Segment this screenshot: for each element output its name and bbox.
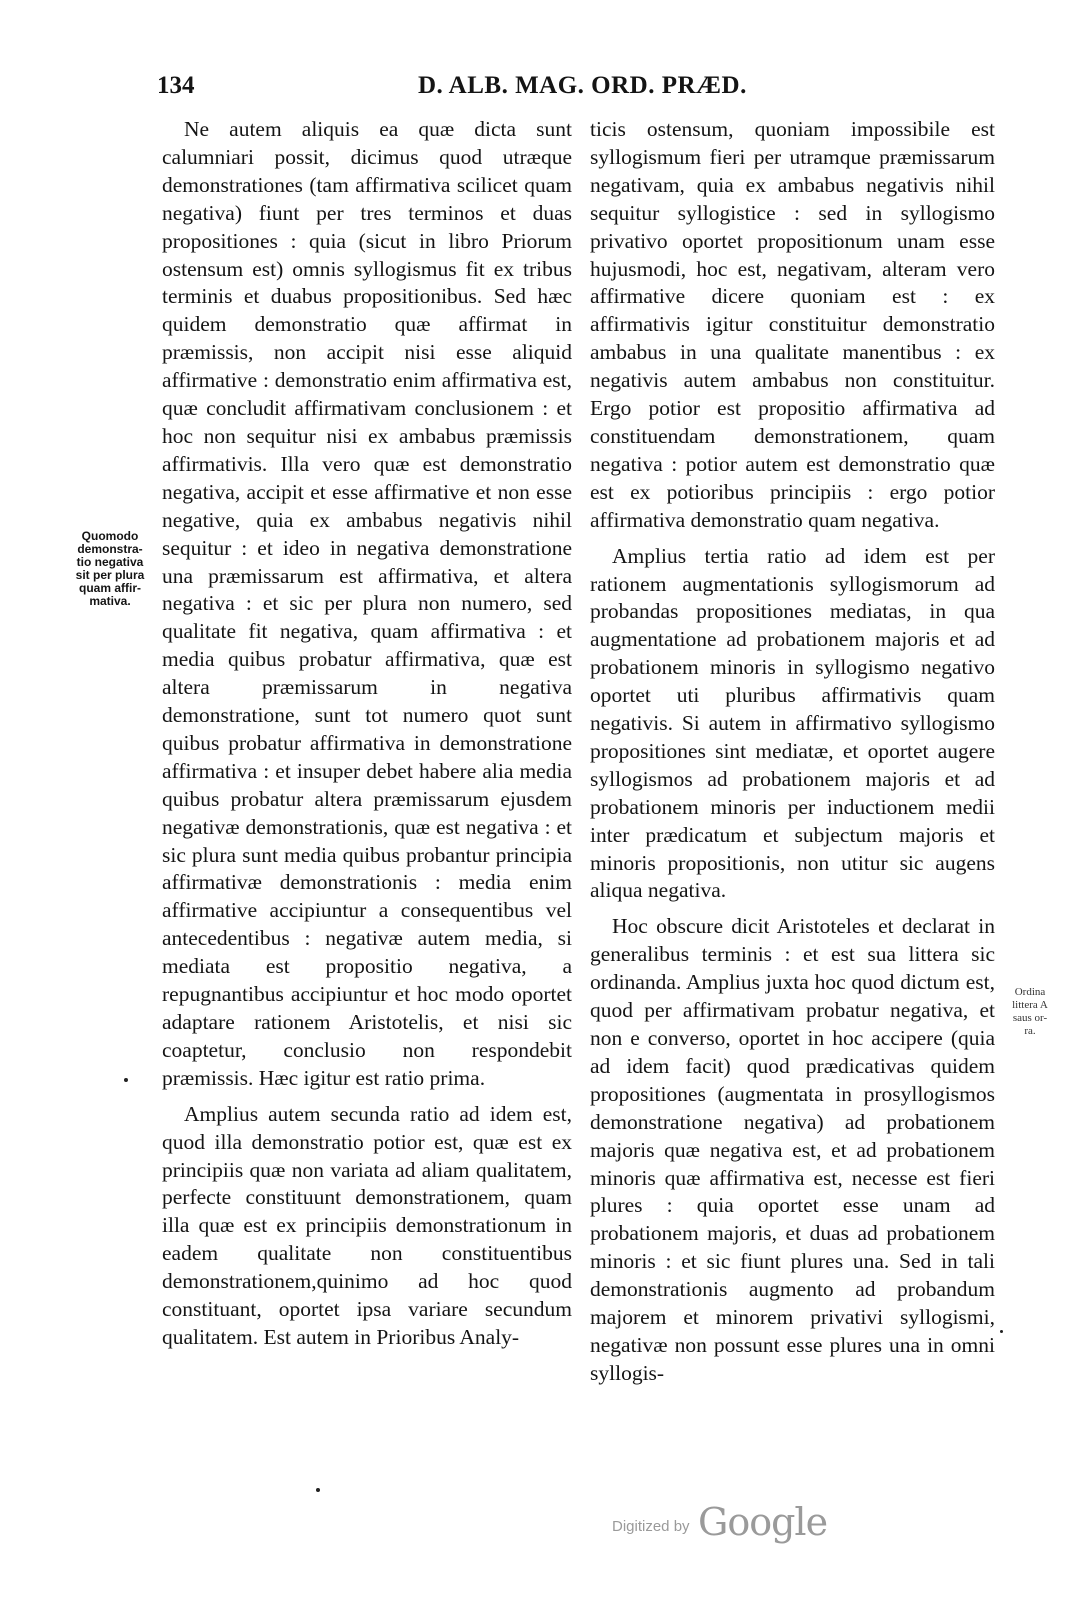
digitized-watermark: [612, 1500, 842, 1544]
left-column: [162, 116, 572, 1352]
digitized-by-label: Digitized by: [612, 1518, 690, 1535]
paragraph: Amplius tertia ratio ad idem est per rationem augmentationis syllogismorum ad probandas propositiones mediatas, in qua augmentatione ad probationem majoris et ad probationem minoris in syllogismo negativo oportet uti pluribus affirmativis quam negativis. Si autem in affirmativo syllogismo propositiones sint mediatæ, et oportet augere syllogismos ad probationem majoris et ad probationem minoris per inductionem medii inter prædicatum et subjectum majoris et minoris propositionis, non utitur sic augens aliqua negativa.: [590, 543, 995, 903]
print-speck: [316, 1488, 320, 1492]
print-speck: [124, 1078, 128, 1082]
google-logo: Google: [698, 1500, 828, 1544]
margin-note-left: Quomodo demonstra- tio negativa sit per plura quam affir- mativa.: [75, 529, 145, 608]
paragraph: Hoc obscure dicit Aristoteles et declarat in generalibus terminis : et est sua littera sic ordinanda. Amplius juxta hoc quod dictum est, quod per affirmativam probatur negativa, et non e converso, oportet in hoc accipere (quia ad idem facit) quod prædicativas quidem propositiones (augmentata in prosyllogismos demonstratione negativa) ad probationem majoris quæ negativa est, et ad probationem minoris quæ affirmativa est, necesse est fieri plures : quia oportet esse unam ad probationem majoris, et duas ad probationem minoris : et sic fiunt plures una. Sed in tali demonstrationis augmento ad probandum majorem et minorem privativi syllogismi, negativæ non possunt esse plures una in omni syllogis-: [590, 914, 995, 1385]
print-speck: [1000, 1330, 1003, 1333]
paragraph: Ne autem aliquis ea quæ dicta sunt calumniari possit, dicimus quod utræque demonstrationes (tam affirmativa scilicet quam negativa) fiunt per tres terminos et duas propositiones : quia (sicut in libro Priorum ostensum est) omnis syllogismus fit ex tribus terminis et duabus propositionibus. Sed hæc quidem demonstratio quæ affirmat in præmissis, non accipit nisi esse aliquid affirmative : demonstratio enim affirmativa est, quæ concludit affirmativam conclusionem : et hoc non sequitur nisi ex ambabus præmissis affirmativis. Illa vero quæ est demonstratio negativa, accipit et esse affirmative et non esse negative, quia ex ambabus negativis nihil sequitur : et ideo in negativa demonstratione una præmissarum est affirmativa, et altera negativa : et sic per plura non numero, sed qualitate fit negativa, quam affirmativa : et media quibus probatur affirmativa, quæ est altera præmissarum in negativa demonstratione, sunt tot numero quot sunt quibus probatur affirmativa in demonstratione affirmativa : et insuper debet habere alia media quibus probatur altera præmissarum ejusdem negativæ demonstrationis, quæ est negativa : et sic plura sunt media quibus probantur principia affirmativæ demonstrationis : media enim affirmative accipiuntur a consequentibus vel antecedentibus : negativæ autem media, si mediata est propositio negativa, a repugnantibus accipiuntur et hoc modo oportet adaptare rationem Aristotelis, et nisi sic coaptetur, conclusio non respondebit præmissis. Hæc igitur est ratio prima.: [162, 117, 572, 1090]
page-header: [0, 72, 1067, 106]
paragraph: ticis ostensum, quoniam impossibile est syllogismum fieri per utramque præmissarum negativam, quia ex ambabus negativis nihil sequitur syllogistice : sed in syllogismo privativo oportet propositionum unam esse hujusmodi, hoc est, negativam, alteram vero affirmative dicere quoniam est : ex affirmativis igitur constituitur demonstratio ambabus in una qualitate manentibus : ex negativis autem ambabus non constituitur. Ergo potior est propositio affirmativa ad constituendam demonstrationem, quam negativa : potior autem est demonstratio quæ est ex potioribus principiis : ergo potior affirmativa demonstratio quam negativa.: [590, 117, 995, 532]
right-column: [590, 116, 995, 1388]
paragraph: Amplius autem secunda ratio ad idem est, quod illa demonstratio potior est, quæ est ex principiis quæ non variata ad aliam qualitatem, perfecte constituunt demonstrationem, quam illa quæ est ex principiis demonstrationum in eadem qualitate non constituentibus demonstrationem,quinimo ad hoc quod constituant, oportet ipsa variare secundum qualitatem. Est autem in Prioribus Analy-: [162, 1101, 572, 1349]
page-number: 134: [157, 72, 195, 99]
margin-note-right: Ordina littera A saus or- ra.: [1012, 986, 1048, 1037]
running-title: D. ALB. MAG. ORD. PRÆD.: [418, 72, 747, 99]
